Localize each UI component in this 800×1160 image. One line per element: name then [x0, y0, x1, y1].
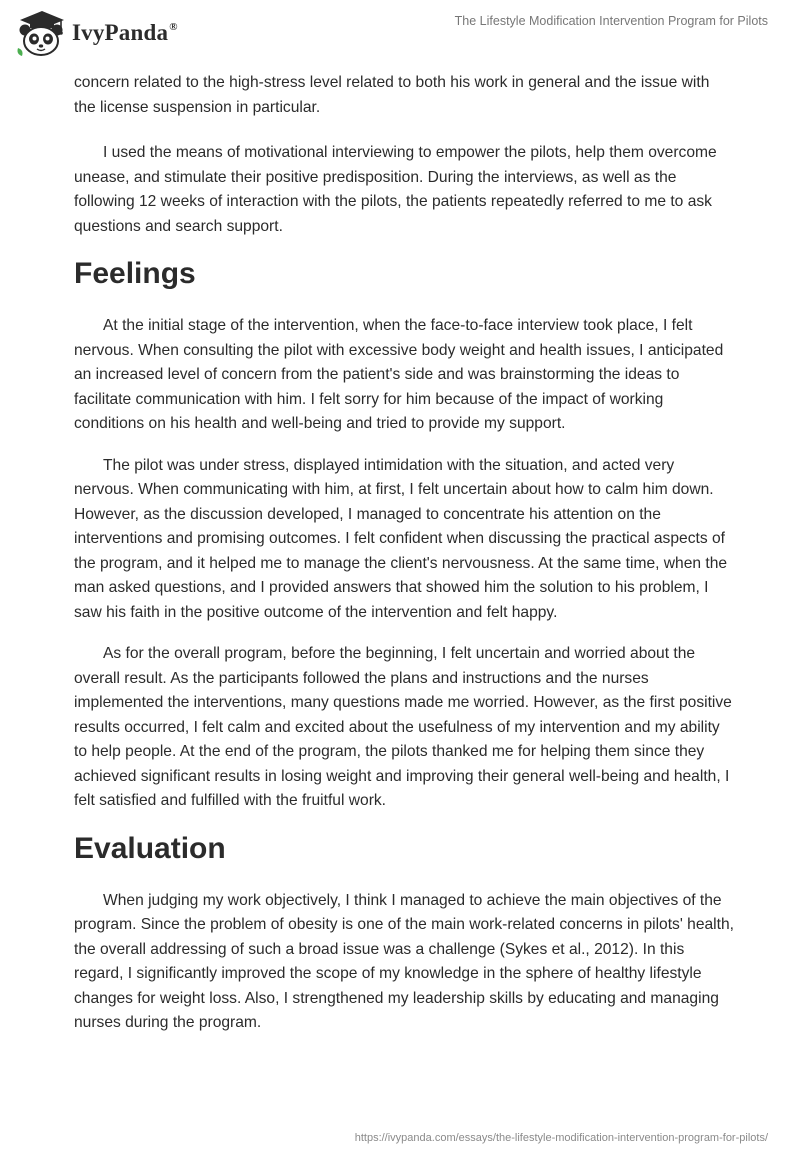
brand-name: IvyPanda® — [72, 20, 178, 45]
document-title: The Lifestyle Modification Intervention Program for Pilots — [454, 14, 768, 28]
paragraph-1: concern related to the high-stress level related to both his work in general and the issue with the license suspension in particular. — [74, 74, 710, 116]
paragraph-5: As for the overall program, before the beginning, I felt uncertain and worried about the overall result. As the participants followed the plans and instructions and the nurses implemented the interventions, many questions made me worried. However, as the first positive results occurred, I felt calm and excited about the usefulness of my intervention and my ability to help people. At the end of the program, the pilots thanked me for helping them since they achieved significant results in losing weight and improving their general well-being and health, I felt satisfied and fulfilled with the fruitful work. — [74, 645, 732, 809]
panda-graduate-icon — [14, 8, 66, 58]
ivypanda-logo[interactable] — [14, 8, 178, 58]
heading-feelings: Feelings — [74, 257, 196, 290]
paragraph-3: At the initial stage of the intervention, when the face-to-face interview took place, I felt nervous. When consulting the pilot with excessive body weight and health issues, I anticipated an increased level of concern from the patient's side and was brainstorming the ideas to facilitate communication with him. I felt sorry for him because of the impact of working conditions on his health and well-being and tried to provide my support. — [74, 317, 724, 432]
source-url[interactable]: https://ivypanda.com/essays/the-lifestyle-modification-intervention-program-for-pilots/ — [354, 1132, 768, 1144]
registered-mark: ® — [169, 21, 178, 33]
paragraph-6: When judging my work objectively, I think I managed to achieve the main objectives of the program. Since the problem of obesity is one of the main work-related concerns in pilots' health, the overall addressing of such a broad issue was a challenge (Sykes et al., 2012). In this regard, I significantly improved the scope of my knowledge in the sphere of healthy lifestyle changes for weight loss. Also, I strengthened my leadership skills by educating and managing nurses during the program. — [74, 891, 734, 1031]
essay-content — [74, 71, 734, 1053]
paragraph-2: I used the means of motivational interviewing to empower the pilots, help them overcome unease, and stimulate their positive predisposition. During the interviews, as well as the following 12 weeks of interaction with the pilots, the patients repeatedly referred to me to ask questions and search support. — [74, 144, 717, 235]
page-header — [0, 0, 800, 68]
paragraph-4: The pilot was under stress, displayed intimidation with the situation, and acted very nervous. When communicating with him, at first, I felt uncertain about how to calm him down. However, as the discussion developed, I managed to concentrate his attention on the interventions and promising outcomes. I felt confident when discussing the practical aspects of the program, and it helped me to manage the client's nervousness. At the same time, when the man asked questions, and I provided answers that showed him the solution to his problem, I saw his faith in the positive outcome of the intervention and felt happy. — [74, 456, 728, 621]
heading-evaluation: Evaluation — [74, 831, 226, 865]
